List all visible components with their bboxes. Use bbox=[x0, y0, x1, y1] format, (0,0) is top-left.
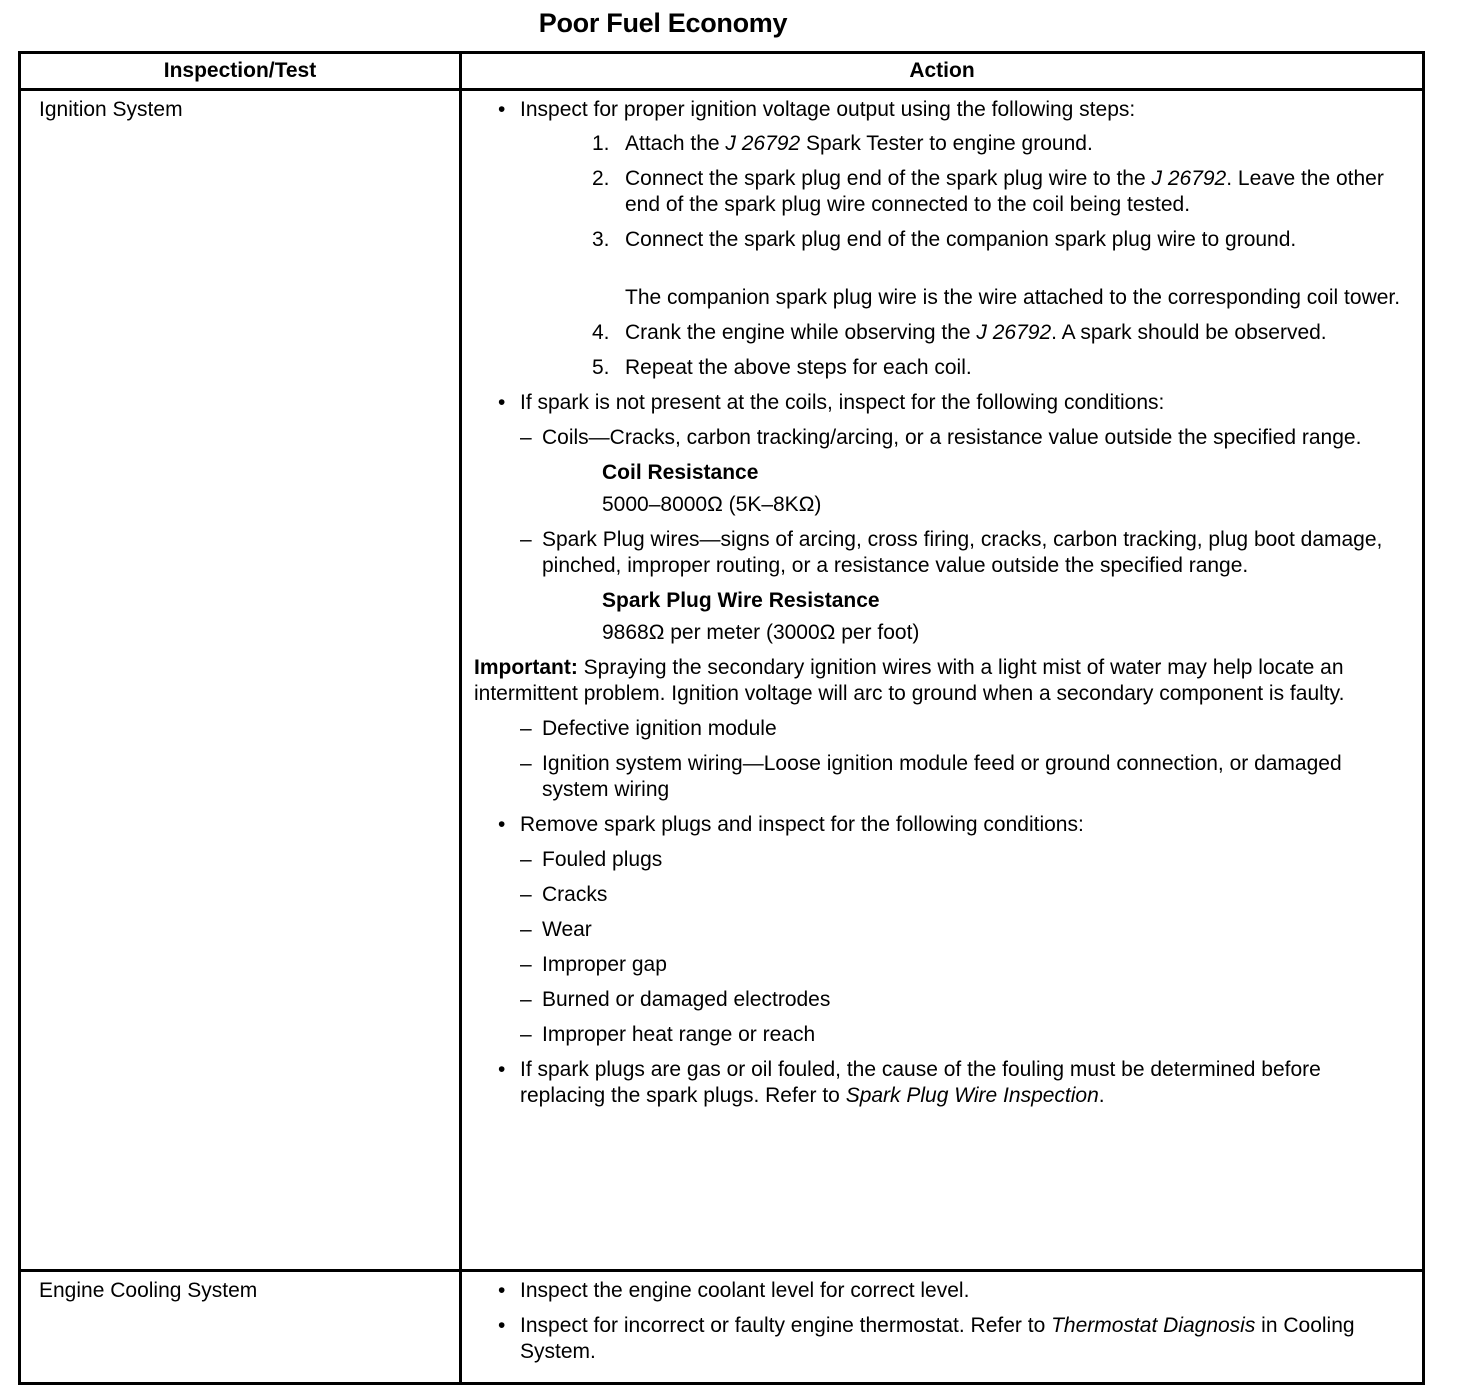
dash-item: – Improper gap bbox=[520, 953, 667, 976]
header-action: Action bbox=[461, 53, 1424, 90]
bullet-item: • If spark is not present at the coils, inspect for the following conditions: bbox=[498, 391, 1165, 414]
coil-resistance-value: 5000–8000Ω (5K–8KΩ) bbox=[602, 493, 822, 516]
dash-item: – Ignition system wiring—Loose ignition module feed or ground connection, or damaged system wiring bbox=[520, 752, 1342, 801]
dash-icon: – bbox=[520, 426, 532, 449]
dash-icon: – bbox=[520, 988, 532, 1011]
important-label: Important: bbox=[474, 656, 578, 679]
page-title: Poor Fuel Economy bbox=[538, 8, 788, 38]
wire-resistance-label: Spark Plug Wire Resistance bbox=[602, 589, 880, 612]
bullet-item: • Inspect the engine coolant level for correct level. bbox=[498, 1279, 970, 1302]
dash-icon: – bbox=[520, 953, 532, 976]
dash-icon: – bbox=[520, 528, 532, 551]
dash-item: – Coils—Cracks, carbon tracking/arcing, or a resistance value outside the specified range. bbox=[520, 426, 1362, 449]
dash-icon: – bbox=[520, 848, 532, 871]
dash-item: – Improper heat range or reach bbox=[520, 1023, 816, 1046]
step-item: 5. Repeat the above steps for each coil. bbox=[592, 356, 972, 379]
bullet-item: • Remove spark plugs and inspect for the following conditions: bbox=[498, 813, 1084, 836]
tool-reference: J 26792 bbox=[725, 132, 801, 155]
header-inspection-test: Inspection/Test bbox=[20, 53, 461, 90]
table-row bbox=[20, 90, 1424, 1271]
table-header-row bbox=[20, 53, 1424, 90]
wire-resistance-value: 9868Ω per meter (3000Ω per foot) bbox=[602, 621, 920, 644]
dash-icon: – bbox=[520, 752, 532, 775]
tool-reference: J 26792 bbox=[1151, 167, 1227, 190]
step-item: 2. Connect the spark plug end of the spark plug wire to the J 26792. Leave the other end of the spark plug wire connected to the coil being tested. bbox=[592, 167, 1384, 216]
dash-item: – Wear bbox=[520, 918, 592, 941]
tool-reference: J 26792 bbox=[976, 321, 1052, 344]
reference-link[interactable]: Thermostat Diagnosis bbox=[1051, 1314, 1256, 1337]
dash-item: – Cracks bbox=[520, 883, 608, 906]
dash-icon: – bbox=[520, 883, 532, 906]
step-note: The companion spark plug wire is the wire attached to the corresponding coil tower. bbox=[625, 286, 1401, 309]
reference-link[interactable]: Spark Plug Wire Inspection bbox=[845, 1084, 1099, 1107]
inspection-ignition-system: Ignition System bbox=[20, 90, 461, 1271]
diagnosis-table bbox=[18, 51, 1425, 1385]
important-note: Important: Spraying the secondary ignition wires with a light mist of water may help locate an intermittent problem. Ignition voltage will arc to ground when a secondary component is faulty. bbox=[474, 656, 1345, 705]
dash-item: – Fouled plugs bbox=[520, 848, 663, 871]
bullet-icon: • bbox=[498, 813, 506, 836]
bullet-icon: • bbox=[498, 1058, 506, 1081]
bullet-item: • Inspect for proper ignition voltage output using the following steps: 1. Attach the J 26792 Spark Tester to engine ground. 2. Connect the spark plug end of the spark plug wire to the J 26792. Leave the other end of the spark plug wire connected to the coil being tested. 3. Connect the spark plug end of the companion spark plug wire to ground. The companion spark plug wire is the wire attached to the corresponding coil tower. 4. Crank the engine while observing the J 26792. A spark should be observed. 5. Repeat the above steps for each coil. bbox=[498, 98, 1401, 379]
step-item: 4. Crank the engine while observing the J 26792. A spark should be observed. bbox=[592, 321, 1327, 344]
table-row bbox=[20, 1271, 1424, 1384]
inspection-engine-cooling-system: Engine Cooling System bbox=[20, 1271, 461, 1384]
dash-icon: – bbox=[520, 918, 532, 941]
coil-resistance-label: Coil Resistance bbox=[602, 461, 759, 484]
step-item: 3. Connect the spark plug end of the companion spark plug wire to ground. bbox=[592, 228, 1297, 251]
bullet-icon: • bbox=[498, 1279, 506, 1302]
bullet-icon: • bbox=[498, 1314, 506, 1337]
dash-item: – Defective ignition module bbox=[520, 717, 777, 740]
bullet-item: • Inspect for incorrect or faulty engine thermostat. Refer to Thermostat Diagnosis in Cooling System. bbox=[498, 1314, 1355, 1363]
bullet-icon: • bbox=[498, 98, 506, 121]
action-ignition-system bbox=[461, 90, 1424, 1271]
dash-icon: – bbox=[520, 717, 532, 740]
dash-icon: – bbox=[520, 1023, 532, 1046]
bullet-item: • If spark plugs are gas or oil fouled, the cause of the fouling must be determined before replacing the spark plugs. Refer to Spark Plug Wire Inspection. bbox=[498, 1058, 1321, 1107]
action-engine-cooling-system bbox=[461, 1271, 1424, 1384]
dash-item: – Burned or damaged electrodes bbox=[520, 988, 831, 1011]
step-item: 1. Attach the J 26792 Spark Tester to engine ground. bbox=[592, 132, 1093, 155]
bullet-icon: • bbox=[498, 391, 506, 414]
numbered-steps bbox=[520, 131, 1402, 381]
dash-item: – Spark Plug wires—signs of arcing, cross firing, cracks, carbon tracking, plug boot damage, pinched, improper routing, or a resistance value outside the specified range. bbox=[520, 528, 1383, 577]
